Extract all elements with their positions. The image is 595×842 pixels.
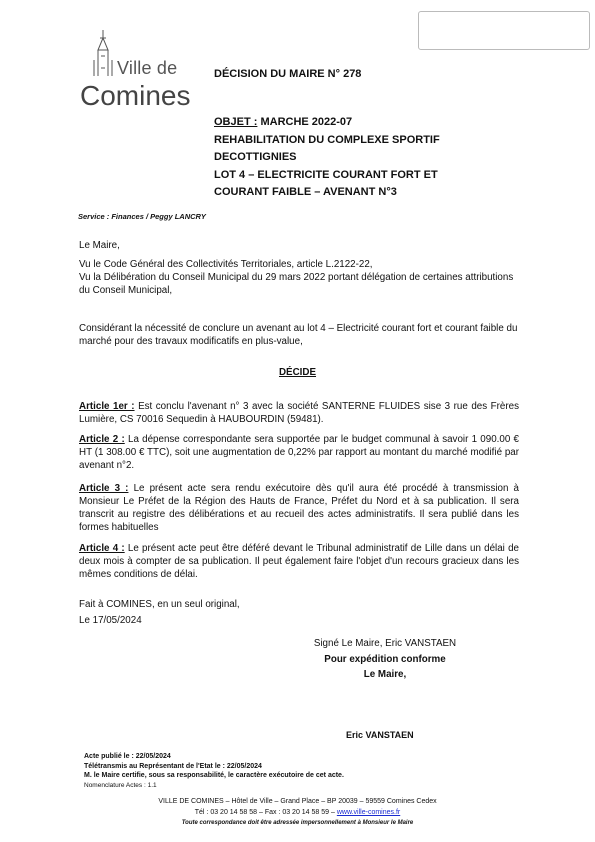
le-maire: Le Maire, [79, 240, 120, 251]
service-line: Service : Finances / Peggy LANCRY [78, 212, 206, 221]
acte-nomenclature: Nomenclature Actes : 1.1 [84, 781, 157, 789]
acte-info [84, 752, 344, 790]
signature-block [285, 636, 485, 683]
city-logo [80, 28, 195, 111]
article-text: Est conclu l'avenant n° 3 avec la société SANTERNE FLUIDES sise 3 rue des Frères Lumière, CS 70016 Sequedin à HAUBOURDIN (59481). [79, 401, 519, 425]
objet-line: DECOTTIGNIES [214, 151, 297, 163]
article-label: Article 2 : [79, 434, 125, 445]
article-text: La dépense correspondante sera supportée par le budget communal à savoir 1 090.00 € HT (1 308.00 € TTC), soit une augmentation de 0,22% par rapport au montant du marché modifié par avenant n°2. [79, 434, 519, 471]
footer-contact [0, 808, 595, 819]
footer-address: VILLE DE COMINES – Hôtel de Ville – Grand Place – BP 20039 – 59559 Comines Cedex [158, 798, 437, 805]
article-2 [79, 433, 519, 472]
objet-line: LOT 4 – ELECTRICITE COURANT FORT ET [214, 168, 438, 181]
decision-title: DÉCISION DU MAIRE N° 278 [214, 68, 362, 80]
acte-publie: Acte publié le : 22/05/2024 [84, 753, 171, 760]
footer-note: Toute correspondance doit être adressée impersonnellement à Monsieur le Maire [181, 820, 414, 826]
objet-line: MARCHE 2022-07 [260, 116, 353, 128]
objet-line: COURANT FAIBLE – AVENANT N°3 [214, 186, 397, 198]
decide-heading: DÉCIDE [278, 367, 317, 378]
website-link[interactable]: www.ville-comines.fr [336, 808, 401, 816]
article-4 [79, 542, 519, 581]
objet-line: REHABILITATION DU COMPLEXE SPORTIF [214, 133, 440, 146]
article-text: Le présent acte sera rendu exécutoire dès qu'il aura été procédé à transmission à Monsieur Le Préfet de la Région des Hauts de France, Préfet du Nord et à sa publication. Il sera transcrit au registre des délibérations et au recueil des actes administratifs. Il sera publié dans les formes habituelles [79, 483, 519, 533]
fait-line: Fait à COMINES, en un seul original, [79, 599, 240, 610]
article-label: Article 3 : [79, 483, 129, 494]
article-label: Article 1er : [79, 401, 135, 412]
signature-line2: Pour expédition conforme [324, 653, 446, 665]
considerant: Considérant la nécessité de conclure un avenant au lot 4 – Electricité courant fort et courant faible du marché pour des travaux modificatifs en plus-value, [79, 323, 518, 347]
vu-line: Vu la Délibération du Conseil Municipal du 29 mars 2022 portant délégation de certaines attributions du Conseil Municipal, [79, 272, 514, 296]
vu-block [79, 258, 519, 297]
article-1 [79, 400, 519, 426]
stamp-box [418, 11, 590, 50]
logo-line2: Comines [80, 80, 191, 111]
objet-block [214, 114, 440, 202]
logo-line1: Ville de [117, 58, 178, 78]
church-icon [88, 28, 118, 78]
article-label: Article 4 : [79, 543, 125, 554]
date-line: Le 17/05/2024 [79, 615, 142, 626]
fait-block [79, 597, 240, 629]
signature-line1: Signé Le Maire, Eric VANSTAEN [313, 638, 457, 649]
signatory-name: Eric VANSTAEN [346, 730, 414, 740]
signature-line3: Le Maire, [363, 669, 407, 680]
acte-teletransmis: Télétransmis au Représentant de l'Etat le : 22/05/2024 [84, 762, 262, 770]
page-footer [0, 797, 595, 829]
footer-phone: Tél : 03 20 14 58 58 – Fax : 03 20 14 58 59 – [194, 808, 337, 816]
acte-certifie: M. le Maire certifie, sous sa responsabilité, le caractère exécutoire de cet acte. [84, 772, 344, 779]
article-3 [79, 482, 519, 534]
vu-line: Vu le Code Général des Collectivités Territoriales, article L.2122-22, [79, 259, 373, 270]
objet-label: OBJET : [214, 116, 258, 128]
article-text: Le présent acte peut être déféré devant le Tribunal administratif de Lille dans un délai de deux mois à compter de sa publication. Il peut également faire l'objet d'un recours gracieux dans les mêmes conditions de délai. [79, 543, 519, 580]
